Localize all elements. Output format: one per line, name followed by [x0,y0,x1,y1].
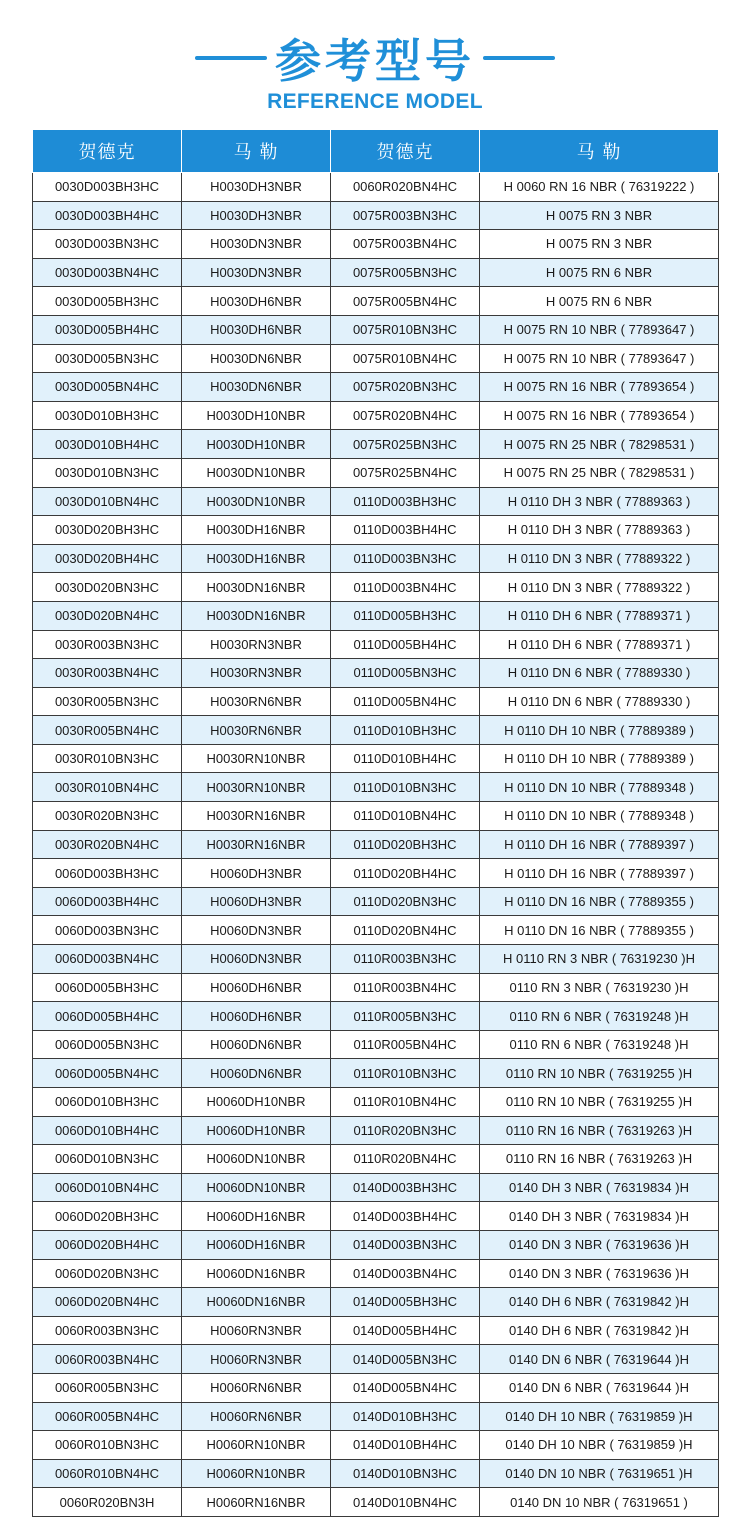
cell-hydac-model-2: 0110D005BN3HC [331,659,480,688]
cell-mahle-model-1: H0060RN3NBR [182,1345,331,1374]
cell-hydac-model-1: 0060D010BN4HC [33,1173,182,1202]
cell-hydac-model-1: 0030D010BN4HC [33,487,182,516]
cell-mahle-model-2: H 0110 DN 10 NBR ( 77889348 ) [480,802,719,831]
cell-hydac-model-2: 0075R005BN3HC [331,258,480,287]
reference-model-table [32,129,719,1517]
cell-mahle-model-2: H 0110 DH 6 NBR ( 77889371 ) [480,630,719,659]
cell-hydac-model-2: 0110D003BN3HC [331,544,480,573]
cell-hydac-model-1: 0030D005BN4HC [33,373,182,402]
cell-mahle-model-1: H0060DN6NBR [182,1059,331,1088]
page-subtitle: REFERENCE MODEL [267,90,483,113]
table-row [33,830,719,859]
page-header [0,28,750,114]
cell-hydac-model-1: 0030D010BH4HC [33,430,182,459]
cell-hydac-model-2: 0140D010BN3HC [331,1459,480,1488]
cell-mahle-model-1: H0030DN10NBR [182,458,331,487]
cell-hydac-model-1: 0030R005BN3HC [33,687,182,716]
cell-hydac-model-2: 0140D003BN4HC [331,1259,480,1288]
cell-hydac-model-1: 0030D005BH4HC [33,315,182,344]
cell-hydac-model-1: 0030D010BH3HC [33,401,182,430]
cell-mahle-model-2: H 0110 DN 16 NBR ( 77889355 ) [480,916,719,945]
cell-mahle-model-2: H 0075 RN 25 NBR ( 78298531 ) [480,458,719,487]
table-row [33,1488,719,1517]
cell-mahle-model-2: H 0075 RN 10 NBR ( 77893647 ) [480,315,719,344]
cell-hydac-model-1: 0030R003BN3HC [33,630,182,659]
cell-hydac-model-1: 0030R005BN4HC [33,716,182,745]
table-row [33,401,719,430]
table-row [33,601,719,630]
cell-hydac-model-1: 0060R005BN3HC [33,1373,182,1402]
cell-mahle-model-1: H0030RN16NBR [182,802,331,831]
table-row [33,516,719,545]
cell-hydac-model-1: 0030D020BN3HC [33,573,182,602]
table-row [33,1116,719,1145]
table-row [33,1459,719,1488]
cell-hydac-model-2: 0110R010BN3HC [331,1059,480,1088]
cell-hydac-model-1: 0060D010BN3HC [33,1145,182,1174]
cell-hydac-model-1: 0060D010BH3HC [33,1088,182,1117]
cell-hydac-model-2: 0140D005BH3HC [331,1288,480,1317]
cell-hydac-model-2: 0110D020BH3HC [331,830,480,859]
cell-hydac-model-1: 0060D005BN4HC [33,1059,182,1088]
cell-hydac-model-2: 0110D020BN4HC [331,916,480,945]
table-row [33,1030,719,1059]
table-row [33,945,719,974]
cell-mahle-model-1: H0060RN3NBR [182,1316,331,1345]
cell-mahle-model-1: H0060RN10NBR [182,1431,331,1460]
cell-hydac-model-2: 0075R025BN4HC [331,458,480,487]
cell-mahle-model-1: H0030DH3NBR [182,173,331,202]
table-row [33,573,719,602]
cell-hydac-model-1: 0060R020BN3H [33,1488,182,1517]
table-row [33,1373,719,1402]
title-row [0,28,750,88]
cell-hydac-model-1: 0060D020BH3HC [33,1202,182,1231]
page-title: 参考型号 [275,34,475,88]
cell-hydac-model-2: 0110D020BH4HC [331,859,480,888]
cell-mahle-model-1: H0030DN16NBR [182,601,331,630]
cell-hydac-model-2: 0110D003BH4HC [331,516,480,545]
cell-hydac-model-2: 0110R003BN4HC [331,973,480,1002]
cell-hydac-model-2: 0140D003BH4HC [331,1202,480,1231]
cell-hydac-model-1: 0030D005BH3HC [33,287,182,316]
table-row [33,744,719,773]
table-row [33,659,719,688]
cell-mahle-model-1: H0030DN16NBR [182,573,331,602]
cell-hydac-model-1: 0060D003BN4HC [33,945,182,974]
cell-mahle-model-2: H 0110 RN 3 NBR ( 76319230 )H [480,945,719,974]
table-row [33,201,719,230]
cell-hydac-model-2: 0110D005BH4HC [331,630,480,659]
cell-mahle-model-1: H0060RN6NBR [182,1373,331,1402]
cell-hydac-model-2: 0140D003BH3HC [331,1173,480,1202]
cell-hydac-model-2: 0110D005BH3HC [331,601,480,630]
cell-mahle-model-2: 0110 RN 3 NBR ( 76319230 )H [480,973,719,1002]
cell-hydac-model-2: 0110R003BN3HC [331,945,480,974]
cell-hydac-model-2: 0110D010BH3HC [331,716,480,745]
cell-mahle-model-1: H0060DH6NBR [182,1002,331,1031]
cell-hydac-model-2: 0110D010BN3HC [331,773,480,802]
cell-mahle-model-1: H0060DN3NBR [182,916,331,945]
cell-hydac-model-2: 0110D003BN4HC [331,573,480,602]
cell-hydac-model-1: 0060D020BN3HC [33,1259,182,1288]
cell-mahle-model-1: H0030RN6NBR [182,687,331,716]
cell-mahle-model-2: H 0075 RN 6 NBR [480,287,719,316]
cell-hydac-model-2: 0110R020BN3HC [331,1116,480,1145]
cell-mahle-model-2: 0140 DH 6 NBR ( 76319842 )H [480,1316,719,1345]
cell-hydac-model-2: 0075R025BN3HC [331,430,480,459]
cell-hydac-model-2: 0140D010BH4HC [331,1431,480,1460]
cell-mahle-model-2: H 0110 DN 16 NBR ( 77889355 ) [480,887,719,916]
cell-mahle-model-2: 0140 DN 10 NBR ( 76319651 ) [480,1488,719,1517]
table-row [33,1316,719,1345]
cell-hydac-model-2: 0110D020BN3HC [331,887,480,916]
cell-hydac-model-2: 0110R020BN4HC [331,1145,480,1174]
cell-hydac-model-1: 0030D003BN4HC [33,258,182,287]
cell-mahle-model-2: 0110 RN 10 NBR ( 76319255 )H [480,1059,719,1088]
cell-mahle-model-2: 0140 DH 10 NBR ( 76319859 )H [480,1402,719,1431]
cell-hydac-model-2: 0110D003BH3HC [331,487,480,516]
cell-hydac-model-1: 0030D020BH3HC [33,516,182,545]
cell-mahle-model-1: H0060DN10NBR [182,1173,331,1202]
cell-mahle-model-1: H0030DH6NBR [182,315,331,344]
table-row [33,916,719,945]
cell-hydac-model-2: 0075R010BN3HC [331,315,480,344]
cell-mahle-model-1: H0060DH3NBR [182,859,331,888]
cell-mahle-model-1: H0060DN16NBR [182,1259,331,1288]
cell-mahle-model-2: H 0110 DH 10 NBR ( 77889389 ) [480,716,719,745]
cell-mahle-model-2: 0110 RN 16 NBR ( 76319263 )H [480,1145,719,1174]
table-row [33,544,719,573]
cell-hydac-model-1: 0030D010BN3HC [33,458,182,487]
cell-mahle-model-1: H0060DN3NBR [182,945,331,974]
title-divider-right [483,56,555,60]
cell-hydac-model-1: 0060R010BN4HC [33,1459,182,1488]
cell-hydac-model-1: 0060D005BH3HC [33,973,182,1002]
table-row [33,630,719,659]
table-row [33,1230,719,1259]
cell-mahle-model-1: H0060RN10NBR [182,1459,331,1488]
cell-mahle-model-2: H 0075 RN 3 NBR [480,230,719,259]
cell-hydac-model-1: 0030D003BH4HC [33,201,182,230]
cell-hydac-model-2: 0075R020BN4HC [331,401,480,430]
cell-mahle-model-2: H 0075 RN 16 NBR ( 77893654 ) [480,401,719,430]
cell-mahle-model-1: H0060RN16NBR [182,1488,331,1517]
cell-hydac-model-1: 0060D003BN3HC [33,916,182,945]
cell-mahle-model-2: 0140 DH 6 NBR ( 76319842 )H [480,1288,719,1317]
cell-hydac-model-1: 0030R003BN4HC [33,659,182,688]
cell-hydac-model-2: 0140D005BN3HC [331,1345,480,1374]
table-row [33,1288,719,1317]
cell-mahle-model-2: 0140 DH 10 NBR ( 76319859 )H [480,1431,719,1460]
cell-hydac-model-2: 0110R005BN3HC [331,1002,480,1031]
cell-mahle-model-1: H0060DH6NBR [182,973,331,1002]
cell-hydac-model-1: 0060D020BN4HC [33,1288,182,1317]
cell-mahle-model-1: H0030DN10NBR [182,487,331,516]
cell-hydac-model-1: 0030D003BN3HC [33,230,182,259]
column-header-hydac-1: 贺德克 [33,130,182,173]
cell-mahle-model-1: H0060DH16NBR [182,1230,331,1259]
cell-mahle-model-1: H0060DH10NBR [182,1116,331,1145]
cell-mahle-model-2: H 0110 DN 3 NBR ( 77889322 ) [480,544,719,573]
cell-mahle-model-1: H0060DN10NBR [182,1145,331,1174]
table-row [33,802,719,831]
cell-mahle-model-1: H0030DH10NBR [182,401,331,430]
cell-mahle-model-2: 0110 RN 10 NBR ( 76319255 )H [480,1088,719,1117]
cell-mahle-model-2: 0140 DH 3 NBR ( 76319834 )H [480,1173,719,1202]
cell-mahle-model-2: 0140 DH 3 NBR ( 76319834 )H [480,1202,719,1231]
cell-mahle-model-2: H 0110 DH 16 NBR ( 77889397 ) [480,830,719,859]
cell-mahle-model-2: H 0110 DN 6 NBR ( 77889330 ) [480,687,719,716]
cell-hydac-model-1: 0060D005BH4HC [33,1002,182,1031]
cell-hydac-model-2: 0140D005BH4HC [331,1316,480,1345]
cell-hydac-model-2: 0110D010BN4HC [331,802,480,831]
cell-mahle-model-1: H0030DH10NBR [182,430,331,459]
cell-mahle-model-2: H 0075 RN 6 NBR [480,258,719,287]
reference-model-table-container [32,129,718,1517]
table-row [33,859,719,888]
table-row [33,1059,719,1088]
cell-hydac-model-1: 0030R010BN3HC [33,744,182,773]
cell-mahle-model-2: H 0110 DH 6 NBR ( 77889371 ) [480,601,719,630]
table-header-row [33,130,719,173]
cell-hydac-model-2: 0075R003BN4HC [331,230,480,259]
table-row [33,773,719,802]
cell-mahle-model-1: H0030RN10NBR [182,744,331,773]
cell-hydac-model-2: 0060R020BN4HC [331,173,480,202]
cell-mahle-model-1: H0030RN6NBR [182,716,331,745]
table-row [33,1345,719,1374]
table-row [33,1402,719,1431]
cell-mahle-model-2: H 0110 DN 3 NBR ( 77889322 ) [480,573,719,602]
cell-mahle-model-1: H0060DH3NBR [182,887,331,916]
cell-mahle-model-2: 0110 RN 6 NBR ( 76319248 )H [480,1002,719,1031]
cell-mahle-model-2: H 0110 DH 3 NBR ( 77889363 ) [480,516,719,545]
cell-hydac-model-1: 0030D020BN4HC [33,601,182,630]
cell-mahle-model-2: H 0110 DH 10 NBR ( 77889389 ) [480,744,719,773]
cell-mahle-model-2: 0110 RN 16 NBR ( 76319263 )H [480,1116,719,1145]
cell-hydac-model-1: 0030D003BH3HC [33,173,182,202]
table-row [33,716,719,745]
cell-mahle-model-1: H0030DH16NBR [182,516,331,545]
cell-mahle-model-2: H 0110 DN 10 NBR ( 77889348 ) [480,773,719,802]
table-row [33,973,719,1002]
cell-mahle-model-1: H0030RN16NBR [182,830,331,859]
cell-hydac-model-1: 0060D005BN3HC [33,1030,182,1059]
cell-mahle-model-2: 0140 DN 3 NBR ( 76319636 )H [480,1230,719,1259]
table-row [33,1259,719,1288]
table-row [33,315,719,344]
cell-mahle-model-2: 0140 DN 3 NBR ( 76319636 )H [480,1259,719,1288]
table-row [33,344,719,373]
cell-hydac-model-1: 0030R020BN4HC [33,830,182,859]
cell-mahle-model-1: H0030RN3NBR [182,659,331,688]
cell-mahle-model-1: H0030DH16NBR [182,544,331,573]
cell-mahle-model-1: H0060RN6NBR [182,1402,331,1431]
cell-hydac-model-2: 0110R010BN4HC [331,1088,480,1117]
cell-mahle-model-1: H0060DH16NBR [182,1202,331,1231]
cell-mahle-model-2: 0140 DN 6 NBR ( 76319644 )H [480,1373,719,1402]
cell-mahle-model-1: H0030DN3NBR [182,258,331,287]
cell-hydac-model-1: 0060R010BN3HC [33,1431,182,1460]
table-row [33,1431,719,1460]
cell-mahle-model-2: H 0075 RN 10 NBR ( 77893647 ) [480,344,719,373]
cell-hydac-model-2: 0140D010BH3HC [331,1402,480,1431]
cell-hydac-model-2: 0110D005BN4HC [331,687,480,716]
table-row [33,687,719,716]
cell-hydac-model-1: 0030D020BH4HC [33,544,182,573]
cell-mahle-model-1: H0030DH6NBR [182,287,331,316]
table-row [33,487,719,516]
cell-hydac-model-1: 0060R003BN3HC [33,1316,182,1345]
cell-hydac-model-2: 0140D003BN3HC [331,1230,480,1259]
cell-hydac-model-2: 0075R010BN4HC [331,344,480,373]
table-row [33,887,719,916]
table-row [33,230,719,259]
cell-mahle-model-2: H 0075 RN 16 NBR ( 77893654 ) [480,373,719,402]
cell-mahle-model-2: 0140 DN 6 NBR ( 76319644 )H [480,1345,719,1374]
table-row [33,373,719,402]
column-header-mahle-2: 马 勒 [480,130,719,173]
cell-mahle-model-1: H0030RN10NBR [182,773,331,802]
cell-hydac-model-2: 0075R020BN3HC [331,373,480,402]
table-body [33,173,719,1517]
cell-mahle-model-1: H0030DN6NBR [182,344,331,373]
cell-mahle-model-2: H 0110 DH 3 NBR ( 77889363 ) [480,487,719,516]
cell-hydac-model-2: 0075R003BN3HC [331,201,480,230]
cell-mahle-model-2: 0140 DN 10 NBR ( 76319651 )H [480,1459,719,1488]
cell-hydac-model-1: 0060D003BH4HC [33,887,182,916]
cell-mahle-model-2: 0110 RN 6 NBR ( 76319248 )H [480,1030,719,1059]
column-header-hydac-2: 贺德克 [331,130,480,173]
cell-mahle-model-1: H0030DN3NBR [182,230,331,259]
cell-hydac-model-1: 0030R020BN3HC [33,802,182,831]
cell-hydac-model-2: 0110R005BN4HC [331,1030,480,1059]
column-header-mahle-1: 马 勒 [182,130,331,173]
cell-mahle-model-1: H0060DN6NBR [182,1030,331,1059]
cell-mahle-model-2: H 0075 RN 25 NBR ( 78298531 ) [480,430,719,459]
cell-hydac-model-2: 0140D005BN4HC [331,1373,480,1402]
table-row [33,258,719,287]
cell-hydac-model-2: 0075R005BN4HC [331,287,480,316]
title-divider-left [195,56,267,60]
table-row [33,1002,719,1031]
cell-hydac-model-1: 0060D003BH3HC [33,859,182,888]
cell-mahle-model-1: H0030DH3NBR [182,201,331,230]
cell-mahle-model-1: H0030DN6NBR [182,373,331,402]
cell-hydac-model-1: 0030R010BN4HC [33,773,182,802]
table-row [33,173,719,202]
cell-hydac-model-1: 0060R003BN4HC [33,1345,182,1374]
table-row [33,430,719,459]
table-row [33,458,719,487]
table-row [33,287,719,316]
cell-mahle-model-1: H0030RN3NBR [182,630,331,659]
cell-hydac-model-1: 0060D020BH4HC [33,1230,182,1259]
cell-hydac-model-2: 0110D010BH4HC [331,744,480,773]
cell-hydac-model-1: 0030D005BN3HC [33,344,182,373]
cell-mahle-model-2: H 0110 DH 16 NBR ( 77889397 ) [480,859,719,888]
cell-mahle-model-1: H0060DH10NBR [182,1088,331,1117]
cell-mahle-model-1: H0060DN16NBR [182,1288,331,1317]
cell-hydac-model-2: 0140D010BN4HC [331,1488,480,1517]
table-row [33,1145,719,1174]
table-row [33,1173,719,1202]
table-row [33,1088,719,1117]
cell-mahle-model-2: H 0110 DN 6 NBR ( 77889330 ) [480,659,719,688]
cell-hydac-model-1: 0060R005BN4HC [33,1402,182,1431]
cell-mahle-model-2: H 0060 RN 16 NBR ( 76319222 ) [480,173,719,202]
table-row [33,1202,719,1231]
cell-hydac-model-1: 0060D010BH4HC [33,1116,182,1145]
cell-mahle-model-2: H 0075 RN 3 NBR [480,201,719,230]
